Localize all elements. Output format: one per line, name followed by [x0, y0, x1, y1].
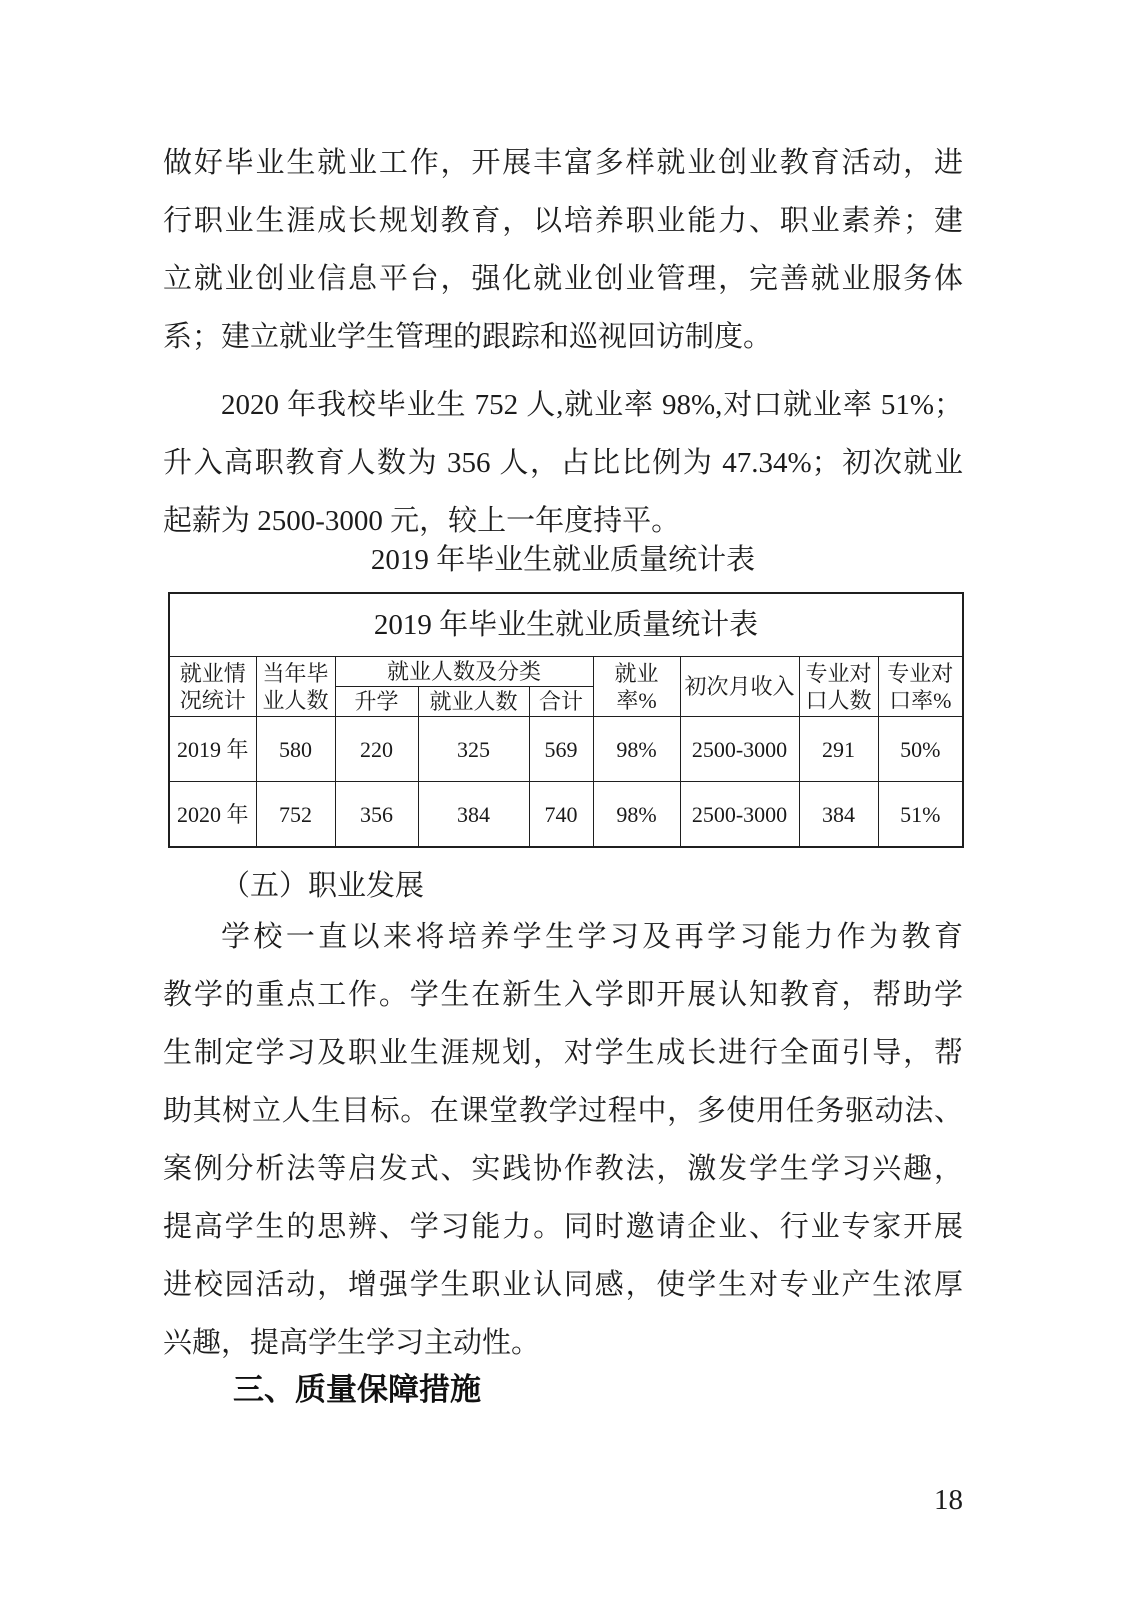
text-line: 进校园活动，增强学生职业认同感，使学生对专业产生浓厚: [163, 1269, 963, 1301]
text-line: 行职业生涯成长规划教育，以培养职业能力、职业素养；建: [163, 205, 963, 237]
employment-quality-table: [168, 592, 964, 848]
table-row: [169, 717, 963, 782]
table-header-cell: 就业情况统计: [169, 657, 256, 717]
table-header-cell: 专业对口人数: [799, 657, 878, 717]
table-cell: 384: [799, 782, 878, 848]
table-header-cell: 就业人数: [418, 687, 529, 717]
text-line: 系；建立就业学生管理的跟踪和巡视回访制度。: [163, 321, 773, 353]
table-cell: 325: [418, 717, 529, 782]
table-cell: 356: [335, 782, 418, 848]
text-line: 案例分析法等启发式、实践协作教法，激发学生学习兴趣，: [163, 1153, 963, 1185]
text-line: 做好毕业生就业工作，开展丰富多样就业创业教育活动，进: [163, 147, 963, 179]
text-line: 立就业创业信息平台，强化就业创业管理，完善就业服务体: [163, 263, 963, 295]
table-header-cell: 合计: [529, 687, 593, 717]
text-line: 2020 年我校毕业生 752 人,就业率 98%,对口就业率 51%；: [221, 389, 963, 421]
table-cell: 291: [799, 717, 878, 782]
table-cell: 2019 年: [169, 717, 256, 782]
table-header-cell: 就业率%: [593, 657, 680, 717]
chapter-heading-quality-assurance: 三、质量保障措施: [233, 1372, 481, 1407]
table-cell: 752: [256, 782, 335, 848]
table-caption: 2019 年毕业生就业质量统计表: [370, 544, 756, 576]
table-header-cell: 当年毕业人数: [256, 657, 335, 717]
table-header-cell: 初次月收入: [680, 657, 799, 717]
text-line: 教学的重点工作。学生在新生入学即开展认知教育，帮助学: [163, 979, 963, 1011]
table-row: [169, 782, 963, 848]
paragraph-employment-work: [163, 134, 963, 366]
text-line: 升入高职教育人数为 356 人，占比比例为 47.34%；初次就业: [163, 447, 963, 479]
table-header-cell: 升学: [335, 687, 418, 717]
text-line: 起薪为 2500-3000 元，较上一年度持平。: [163, 505, 681, 537]
paragraph-2020-stats: [163, 376, 963, 550]
table-cell: 2020 年: [169, 782, 256, 848]
table-cell: 98%: [593, 717, 680, 782]
table-cell: 2500-3000: [680, 717, 799, 782]
table-header-cell: 就业人数及分类: [335, 657, 593, 687]
text-line: 兴趣，提高学生学习主动性。: [163, 1327, 541, 1359]
table-title: 2019 年毕业生就业质量统计表: [169, 593, 963, 657]
page-number: 18: [934, 1484, 963, 1516]
text-line: 生制定学习及职业生涯规划，对学生成长进行全面引导，帮: [163, 1037, 963, 1069]
paragraph-career-development: [163, 908, 963, 1372]
table-cell: 569: [529, 717, 593, 782]
table-cell: 98%: [593, 782, 680, 848]
text-line: 助其树立人生目标。在课堂教学过程中，多使用任务驱动法、: [163, 1095, 963, 1127]
table-cell: 580: [256, 717, 335, 782]
table-cell: 2500-3000: [680, 782, 799, 848]
table-cell: 51%: [878, 782, 963, 848]
section-heading-career-development: （五）职业发展: [221, 870, 425, 902]
table-header-cell: 专业对口率%: [878, 657, 963, 717]
employment-quality-table-wrap: [168, 592, 962, 848]
table-cell: 50%: [878, 717, 963, 782]
table-cell: 220: [335, 717, 418, 782]
table-cell: 740: [529, 782, 593, 848]
text-line: 提高学生的思辨、学习能力。同时邀请企业、行业专家开展: [163, 1211, 963, 1243]
text-line: 学校一直以来将培养学生学习及再学习能力作为教育: [221, 921, 963, 953]
table-cell: 384: [418, 782, 529, 848]
